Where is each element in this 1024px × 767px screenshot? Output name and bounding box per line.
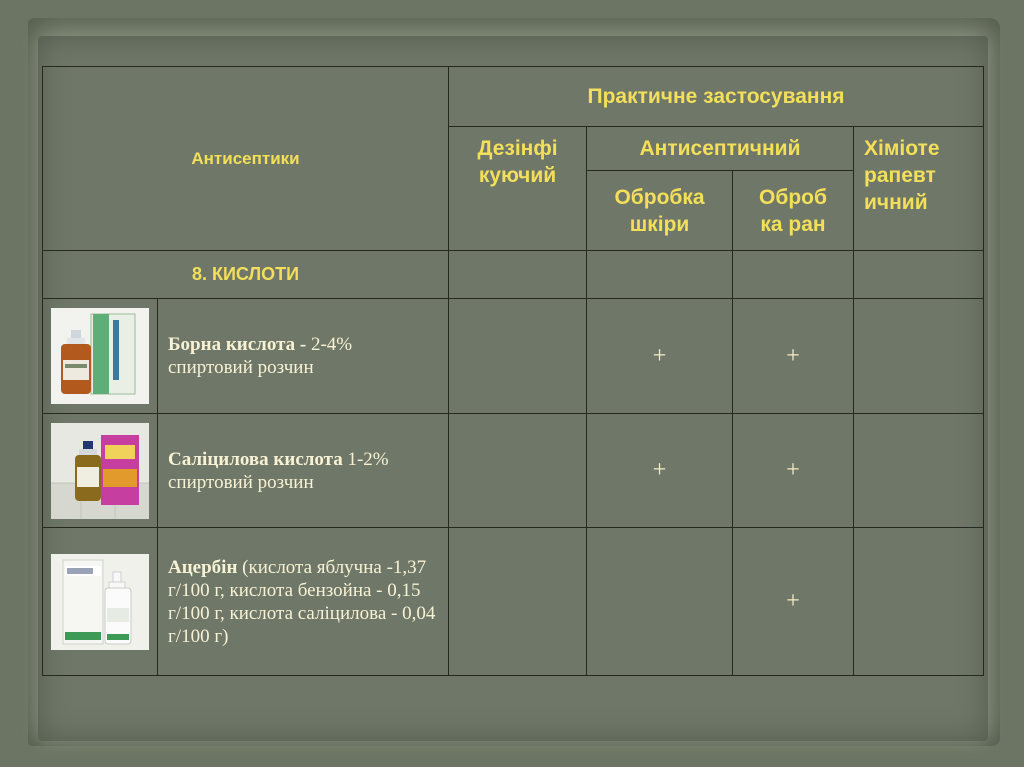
- cell-chemo: [854, 414, 984, 528]
- drug-detail: 1-2% спиртовий розчин: [168, 448, 389, 493]
- product-image-cell: [43, 414, 158, 528]
- cell-skin: [587, 528, 733, 676]
- table-row: [43, 528, 984, 676]
- header-skin-treatment: Обробка шкіри: [587, 171, 733, 251]
- header-antiseptics: Антисептики: [43, 67, 449, 251]
- cell-disinfecting: [449, 528, 587, 676]
- drug-detail: (кислота яблучна -1,37 г/100 г, кислота бензойна - 0,15 г/100 г, кислота саліцилова - 0,04 г/100 г): [168, 556, 436, 647]
- header-antiseptic: Антисептичний: [587, 127, 854, 171]
- antiseptics-table: [42, 66, 984, 676]
- cell-wound: +: [733, 528, 854, 676]
- drug-name: Борна кислота -: [168, 334, 311, 355]
- drug-name: Ацербін: [168, 556, 238, 578]
- cell-skin: +: [587, 414, 733, 528]
- cell-disinfecting: [449, 299, 587, 414]
- header-chemotherapeutic: Хіміоте рапевт ичний: [854, 127, 984, 251]
- acerbin-spray-image: [51, 554, 149, 650]
- table-row: [43, 414, 984, 528]
- salicylic-acid-bottle-image: [51, 423, 149, 519]
- cell-disinfecting: [449, 414, 587, 528]
- product-image-cell: [43, 299, 158, 414]
- cell-wound: +: [733, 414, 854, 528]
- boric-acid-bottle-image: [51, 308, 149, 404]
- header-practical-use: Практичне застосування: [449, 67, 984, 127]
- header-disinfecting: Дезінфі куючий: [449, 127, 587, 251]
- cell-chemo: [854, 299, 984, 414]
- header-wound-treatment: Оброб ка ран: [733, 171, 854, 251]
- product-image-cell: [43, 528, 158, 676]
- cell-wound: +: [733, 299, 854, 414]
- cell-skin: +: [587, 299, 733, 414]
- section-acids: 8. КИСЛОТИ: [43, 251, 449, 299]
- drug-name: Саліцилова кислота: [168, 448, 348, 470]
- table-row: [43, 299, 984, 414]
- cell-chemo: [854, 528, 984, 676]
- drug-detail: 2-4% спиртовий розчин: [168, 334, 353, 378]
